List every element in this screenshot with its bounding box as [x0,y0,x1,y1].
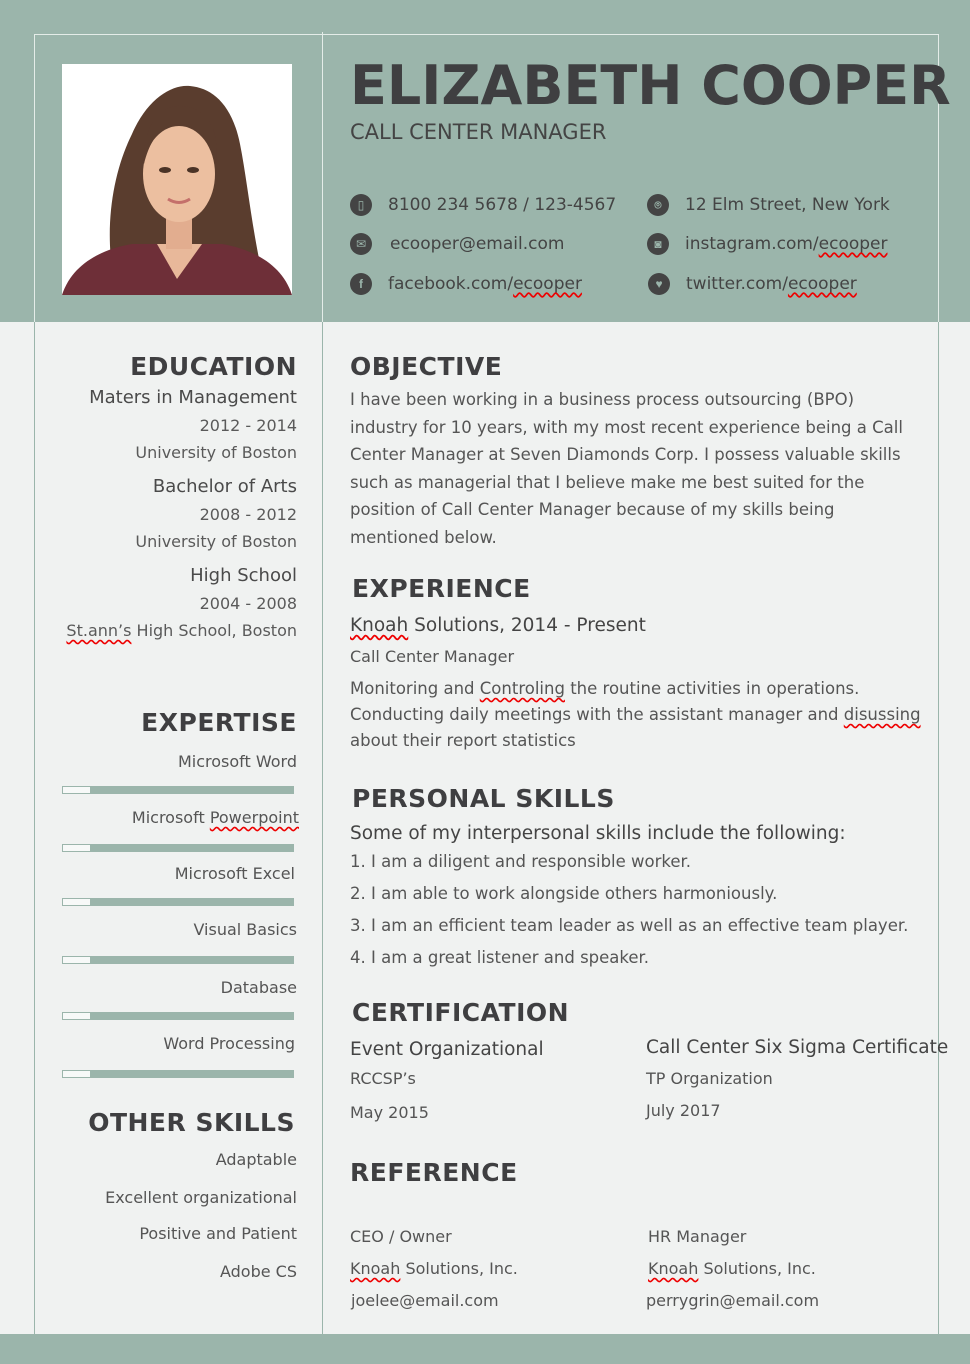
skill-bar-fill [91,1012,294,1020]
reference-company [648,1259,816,1278]
education-years: 2004 - 2008 [199,594,297,613]
company-dates: Solutions, 2014 - Present [408,615,646,636]
phone-text: 8100 234 5678 / 123-4567 [388,195,617,215]
experience-role: Call Center Manager [350,647,515,666]
skill-bar-empty [62,786,91,794]
contact-address [647,194,890,216]
objective-line: I have been working in a business process outsourcing (BPO) [350,390,855,409]
certification-date: May 2015 [350,1103,429,1122]
education-school [40,621,297,640]
expertise-heading: EXPERTISE [141,708,297,737]
facebook-handle: ecooper [513,274,582,294]
education-degree: Bachelor of Arts [152,476,297,497]
twitter-icon: ♥ [648,273,670,295]
facebook-icon: f [350,273,372,295]
skill-bar-empty [62,1070,91,1078]
education-school: University of Boston [135,443,297,462]
certification-heading: CERTIFICATION [352,998,570,1027]
certification-name: Event Organizational [350,1039,544,1060]
education-heading: EDUCATION [130,352,297,381]
objective-line: Center Manager at Seven Diamonds Corp. I possess valuable skills [350,445,901,464]
experience-line [350,702,921,728]
skill-bar-empty [62,898,91,906]
instagram-handle: ecooper [818,234,888,254]
skill-bar [62,1012,294,1020]
reference-role: HR Manager [648,1227,747,1246]
personal-skill-item: 2. I am able to work alongside others harmoniously. [350,884,778,903]
experience-heading: EXPERIENCE [352,574,531,603]
reference-heading: REFERENCE [350,1158,518,1187]
instagram-prefix: instagram.com/ [685,234,819,254]
company-name-misspelled: Knoah [350,615,409,636]
personal-skill-item: 3. I am an efficient team leader as well as an effective team player. [350,916,909,935]
experience-line: about their report statistics [350,731,576,750]
phone-icon: ▯ [350,194,372,216]
twitter-prefix: twitter.com/ [686,274,788,294]
education-degree: Maters in Management [89,387,297,408]
skill-bar [62,786,294,794]
certification-name: Call Center Six Sigma Certificate [646,1037,949,1058]
skill-label: Database [220,978,297,997]
other-skill-item: Excellent organizational [105,1188,297,1207]
skill-label [40,808,299,827]
other-skill-item: Adaptable [215,1150,297,1169]
candidate-name: ELIZABETH COOPER [350,54,951,117]
footer-band [0,1334,970,1364]
skill-bar-empty [62,956,91,964]
skill-label: Microsoft Excel [174,864,295,883]
personal-skill-item: 4. I am a great listener and speaker. [350,948,650,967]
location-icon: ⌾ [647,194,669,216]
contact-twitter[interactable] [648,273,857,295]
skill-bar-fill [91,956,294,964]
address-text: 12 Elm Street, New York [685,195,890,215]
objective-line: such as managerial that I believe make me best suited for the [350,472,865,492]
text-part: Monitoring and [350,679,480,698]
skill-bar-fill [91,1070,294,1078]
skill-bar-fill [91,844,294,852]
education-degree: High School [190,565,297,586]
objective-text [350,386,903,551]
twitter-handle: ecooper [787,274,857,294]
frame-left-body [34,322,35,1334]
company-name-misspelled: Knoah [350,1259,401,1278]
skill-label-misspelled: Powerpoint [209,808,299,827]
company-name-rest: Solutions, Inc. [698,1259,816,1278]
frame-divider-header [322,32,323,322]
other-skills-heading: OTHER SKILLS [88,1108,295,1137]
certification-date: July 2017 [646,1101,721,1120]
job-title: CALL CENTER MANAGER [350,120,607,144]
text-misspelled: Controling [479,679,565,698]
school-name-rest: High School, Boston [131,621,297,640]
instagram-text [685,234,888,254]
school-name-misspelled: St.ann’s [66,621,132,640]
frame-left-header [34,34,35,322]
certification-org: RCCSP’s [350,1069,416,1088]
experience-company [350,615,646,636]
header-frame-top [34,34,939,35]
personal-skills-heading: PERSONAL SKILLS [352,784,615,813]
objective-heading: OBJECTIVE [350,352,503,381]
frame-divider-body [322,322,323,1334]
company-name-rest: Solutions, Inc. [400,1259,518,1278]
text-part: the routine activities in operations. [564,679,860,698]
reference-company [350,1259,518,1278]
skill-label: Visual Basics [193,920,297,939]
personal-skills-intro: Some of my interpersonal skills include the following: [350,823,846,844]
reference-role: CEO / Owner [350,1227,452,1246]
frame-right-body [938,322,939,1334]
text-misspelled: disussing [843,705,921,724]
other-skill-item: Adobe CS [219,1262,297,1281]
certification-org: TP Organization [646,1069,773,1088]
experience-line [350,676,921,702]
text-part: Conducting daily meetings with the assistant manager and [350,705,844,724]
twitter-text [686,274,857,294]
reference-email[interactable]: perrygrin@email.com [646,1291,820,1310]
skill-bar-fill [91,898,294,906]
education-years: 2008 - 2012 [199,505,297,524]
skill-label: Microsoft Word [177,752,297,771]
facebook-prefix: facebook.com/ [388,274,514,294]
objective-line: industry for 10 years, with my most recent experience being a Call [350,417,903,437]
instagram-icon: ◙ [647,233,669,255]
contact-phone [350,194,616,216]
profile-photo [62,64,292,295]
objective-line: mentioned below. [350,527,497,547]
facebook-text [388,274,582,294]
contact-instagram[interactable] [647,233,888,255]
experience-description [350,676,921,754]
education-section [40,352,297,640]
other-skill-item: Positive and Patient [139,1224,297,1243]
email-icon: ✉ [350,233,372,255]
contact-facebook[interactable] [350,273,582,295]
portrait-image [62,64,292,295]
skill-label: Word Processing [163,1034,295,1053]
skill-bar [62,898,294,906]
skill-bar-fill [91,786,294,794]
skill-bar-empty [62,844,91,852]
objective-line: position of Call Center Manager because of my skills being [350,500,835,519]
skill-bar [62,844,294,852]
skill-bar [62,956,294,964]
company-name-misspelled: Knoah [648,1259,699,1278]
education-years: 2012 - 2014 [199,416,297,435]
contact-email [350,233,564,255]
email-text[interactable]: ecooper@email.com [390,234,565,254]
reference-email[interactable]: joelee@email.com [351,1291,499,1310]
personal-skill-item: 1. I am a diligent and responsible worker. [350,852,692,871]
education-school: University of Boston [135,532,297,551]
skill-bar-empty [62,1012,91,1020]
skill-bar [62,1070,294,1078]
skill-label-part: Microsoft [131,808,210,827]
